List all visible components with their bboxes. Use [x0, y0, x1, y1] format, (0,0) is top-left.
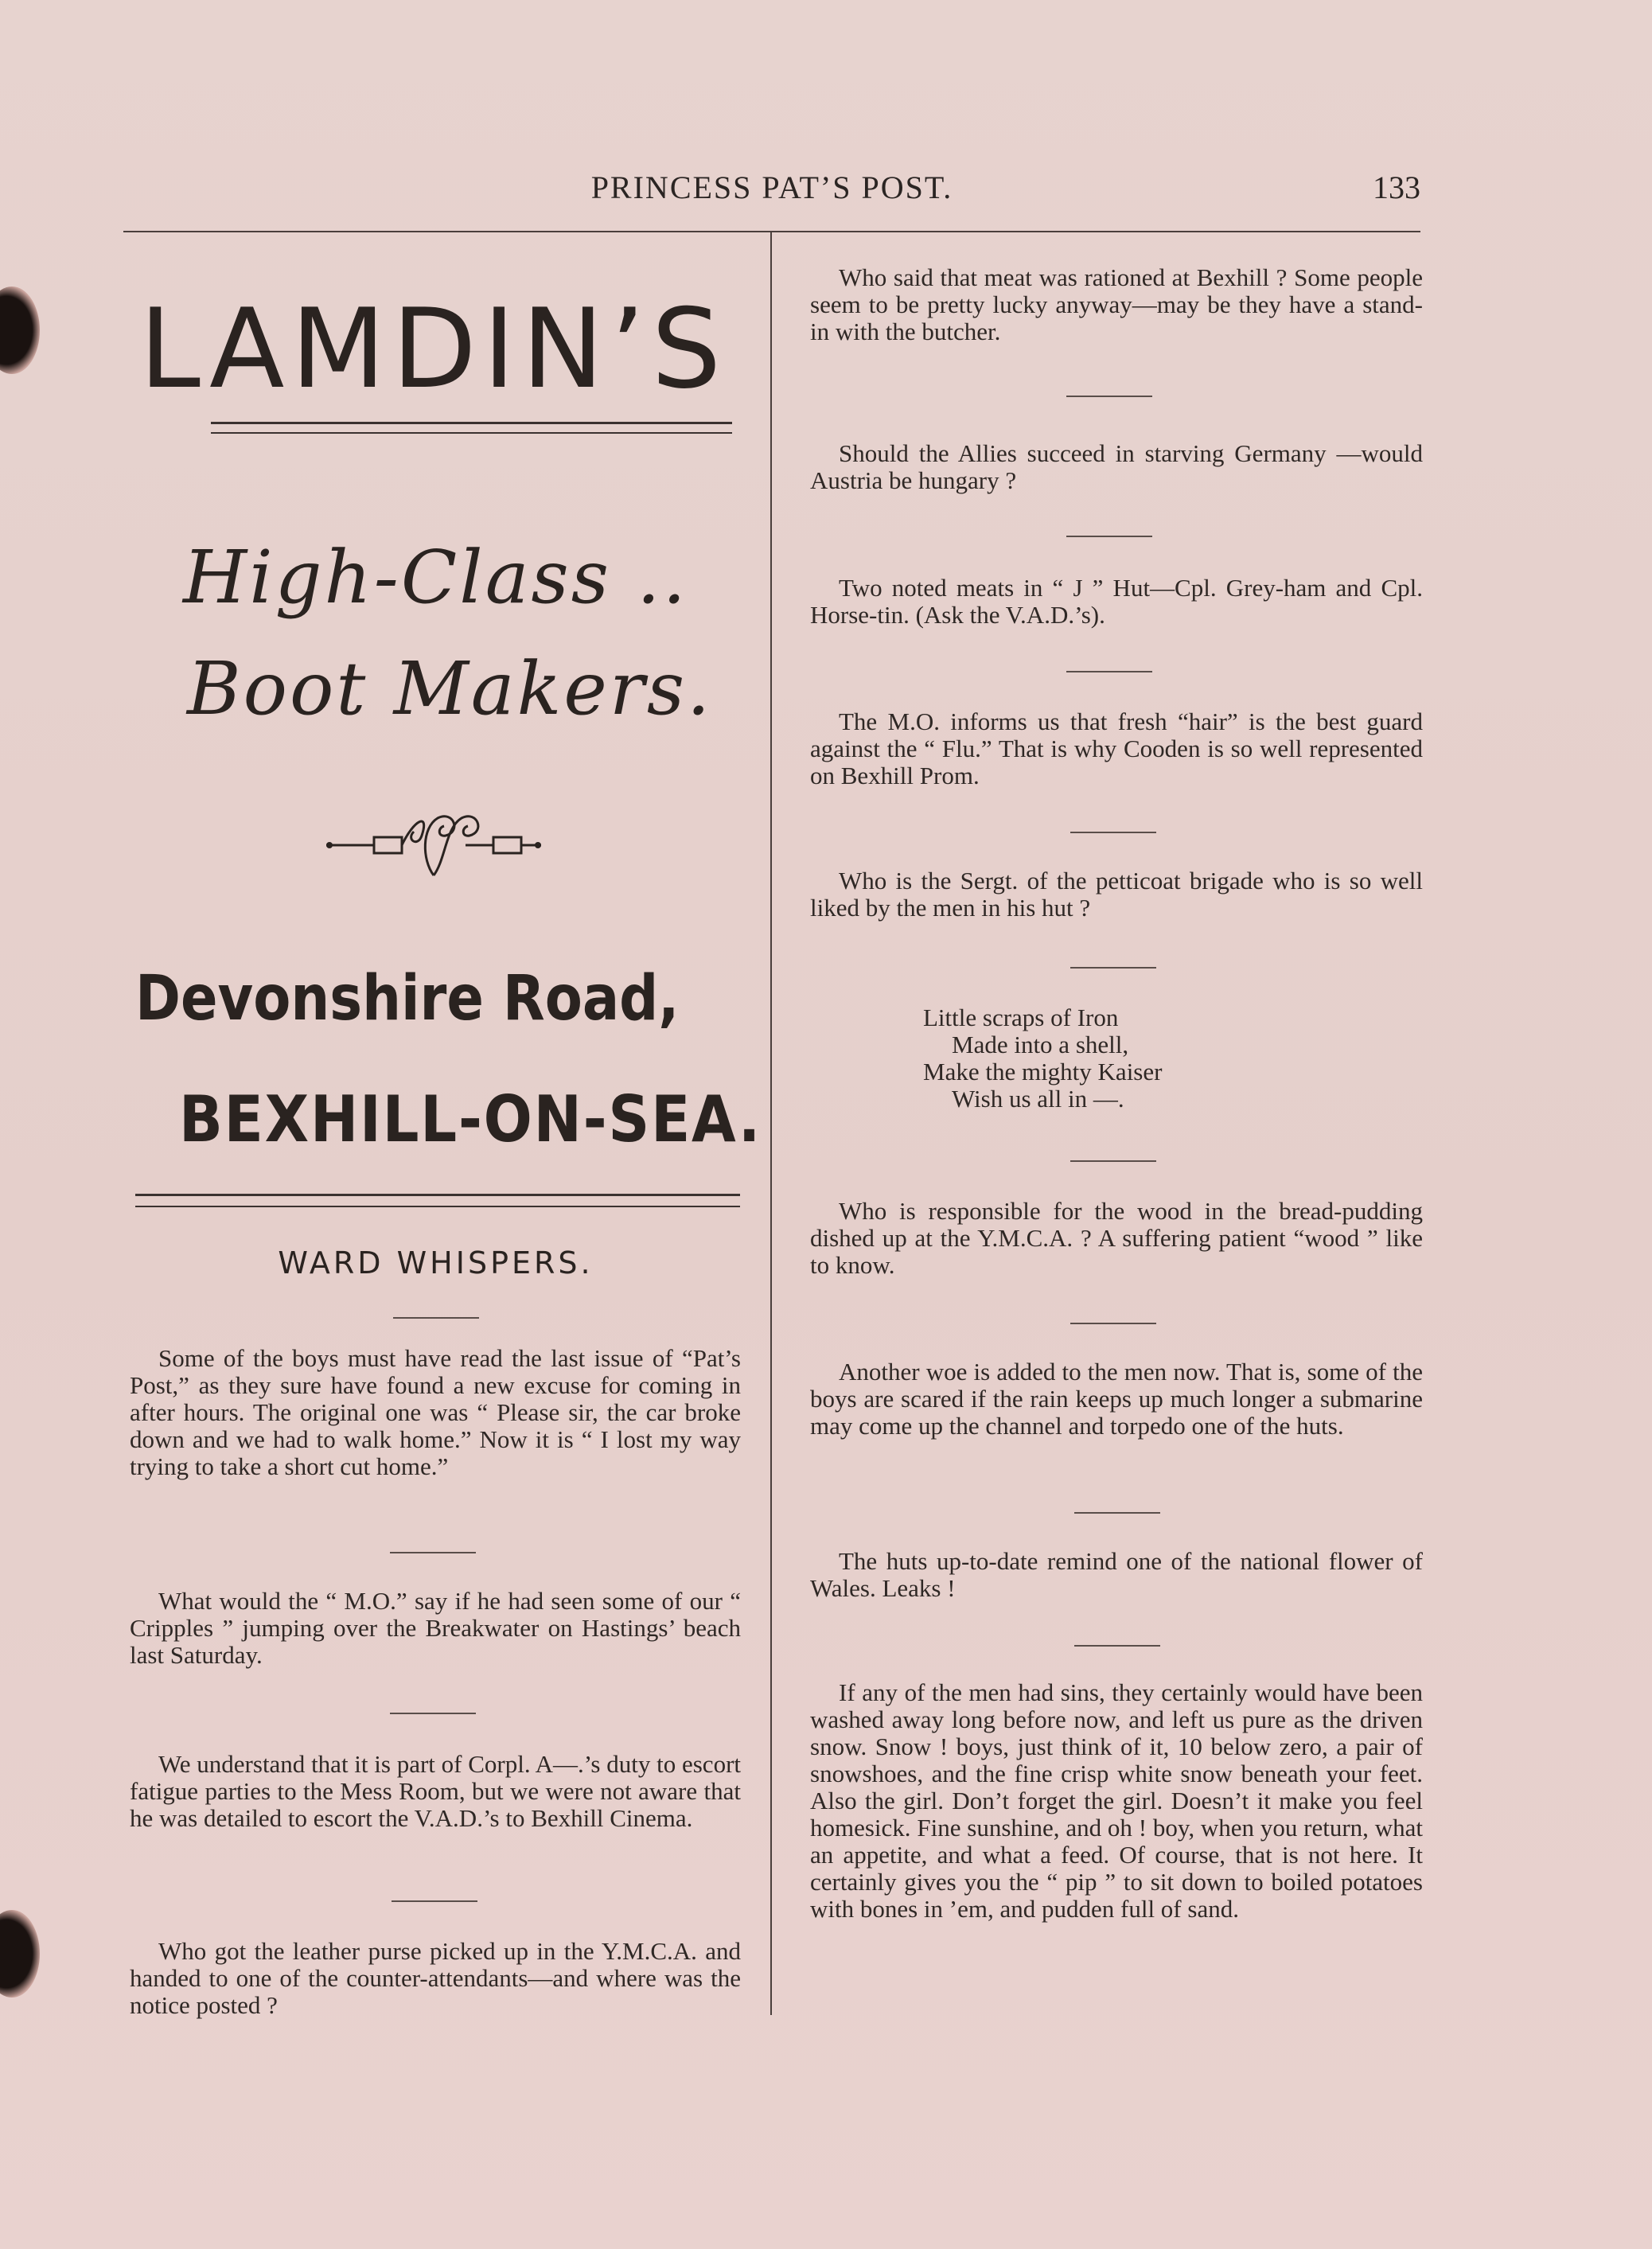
- advert-brand: LAMDIN’S: [139, 285, 728, 413]
- publication-title: PRINCESS PAT’S POST.: [590, 170, 953, 205]
- separator: [392, 1900, 477, 1902]
- left-item-text: We understand that it is part of Corpl. A—.’s duty to escort fatigue parties to the Mess Room, but we were not aware that he was detailed to escort the V.A.D.’s to Bexhill Cinema.: [130, 1750, 741, 1832]
- right-item: [810, 264, 1423, 345]
- right-item: [810, 1679, 1423, 1923]
- header-rule: [123, 231, 1420, 232]
- right-item: [810, 708, 1423, 789]
- right-item: [810, 575, 1423, 629]
- poem-line: Make the mighty Kaiser: [923, 1058, 1163, 1086]
- right-item-text: Who is the Sergt. of the petticoat brigade who is so well liked by the men in his hut ?: [810, 867, 1423, 922]
- separator: [1074, 1512, 1160, 1514]
- separator: [1066, 671, 1152, 672]
- separator: [1070, 832, 1156, 833]
- advert-tagline-1: High-Class ..: [183, 535, 688, 620]
- column-divider: [770, 232, 772, 2015]
- right-item: [810, 1198, 1423, 1279]
- separator: [1070, 1323, 1156, 1324]
- ornament-flourish-icon: [326, 804, 541, 883]
- separator: [1066, 536, 1152, 537]
- poem: [923, 1004, 1162, 1113]
- right-item-text: The M.O. informs us that fresh “hair” is the best guard against the “ Flu.” That is why Cooden is so well represented on Bexhill Prom.: [810, 707, 1423, 789]
- poem-line: Little scraps of Iron: [923, 1004, 1119, 1031]
- left-item: [130, 1345, 741, 1480]
- separator: [390, 1713, 476, 1714]
- left-item-text: What would the “ M.O.” say if he had seen some of our “ Cripples ” jumping over the Breakwater on Hastings’ beach last Saturday.: [130, 1587, 741, 1669]
- right-item: [810, 1358, 1423, 1440]
- right-item-text: Who is responsible for the wood in the bread-pudding dished up at the Y.M.C.A. ? A suffering patient “wood ” like to know.: [810, 1197, 1423, 1279]
- binding-hole-bottom: [0, 1910, 40, 1998]
- separator: [1066, 396, 1152, 397]
- separator: [1070, 967, 1156, 969]
- right-item-text: Two noted meats in “ J ” Hut—Cpl. Grey-ham and Cpl. Horse-tin. (Ask the V.A.D.’s).: [810, 574, 1423, 629]
- separator: [390, 1552, 476, 1553]
- binding-hole-top: [0, 286, 40, 374]
- left-item: [130, 1938, 741, 2019]
- section-title: WARD WHISPERS.: [278, 1245, 594, 1280]
- advert-bottom-rule: [135, 1194, 740, 1207]
- left-item: [130, 1751, 741, 1832]
- page-number: 133: [1373, 170, 1420, 205]
- right-item: [810, 867, 1423, 922]
- left-item-text: Some of the boys must have read the last issue of “Pat’s Post,” as they sure have found a new excuse for coming in after hours. The original one was “ Please sir, the car broke down and we had to walk home.” Now it is “ I lost my way trying to take a short cut home.”: [130, 1344, 741, 1480]
- left-item: [130, 1588, 741, 1669]
- separator: [393, 1317, 479, 1319]
- running-header: [123, 169, 1420, 216]
- advert-town: BEXHILL-ON-SEA.: [179, 1082, 762, 1156]
- right-item: [810, 440, 1423, 494]
- poem-line: Made into a shell,: [952, 1031, 1129, 1058]
- advert-street: Devonshire Road,: [135, 963, 680, 1035]
- separator: [1070, 1160, 1156, 1162]
- right-item-text: The huts up-to-date remind one of the national flower of Wales. Leaks !: [810, 1547, 1423, 1602]
- right-item-text: If any of the men had sins, they certainly would have been washed away long before now, and left us pure as the driven snow. Snow ! boys, just think of it, 10 below zero, a pair of snowshoes, and the fine crisp white snow beneath your feet. Also the girl. Don’t forget the girl. Doesn’t it make you feel homesick. Fine sunshine, and oh ! boy, when you return, what an appetite, and what a feed. Of course, that is not here. It certainly gives you the “ pip ” to sit down to boiled potatoes with bones in ’em, and pudden full of sand.: [810, 1678, 1423, 1923]
- right-item-text: Who said that meat was rationed at Bexhill ? Some people seem to be pretty lucky anyway—may be they have a stand-in with the butcher.: [810, 263, 1423, 345]
- left-item-text: Who got the leather purse picked up in the Y.M.C.A. and handed to one of the counter-attendants—and where was the notice posted ?: [130, 1937, 741, 2019]
- right-item: [810, 1548, 1423, 1602]
- separator: [1074, 1645, 1160, 1647]
- advert-brand-rule: [211, 422, 732, 434]
- right-item-text: Another woe is added to the men now. That is, some of the boys are scared if the rain keeps up much longer a submarine may come up the channel and torpedo one of the huts.: [810, 1358, 1423, 1440]
- poem-line: Wish us all in —.: [952, 1085, 1124, 1113]
- right-item-text: Should the Allies succeed in starving Germany —would Austria be hungary ?: [810, 439, 1423, 494]
- advert-tagline-2: Boot Makers.: [187, 646, 713, 731]
